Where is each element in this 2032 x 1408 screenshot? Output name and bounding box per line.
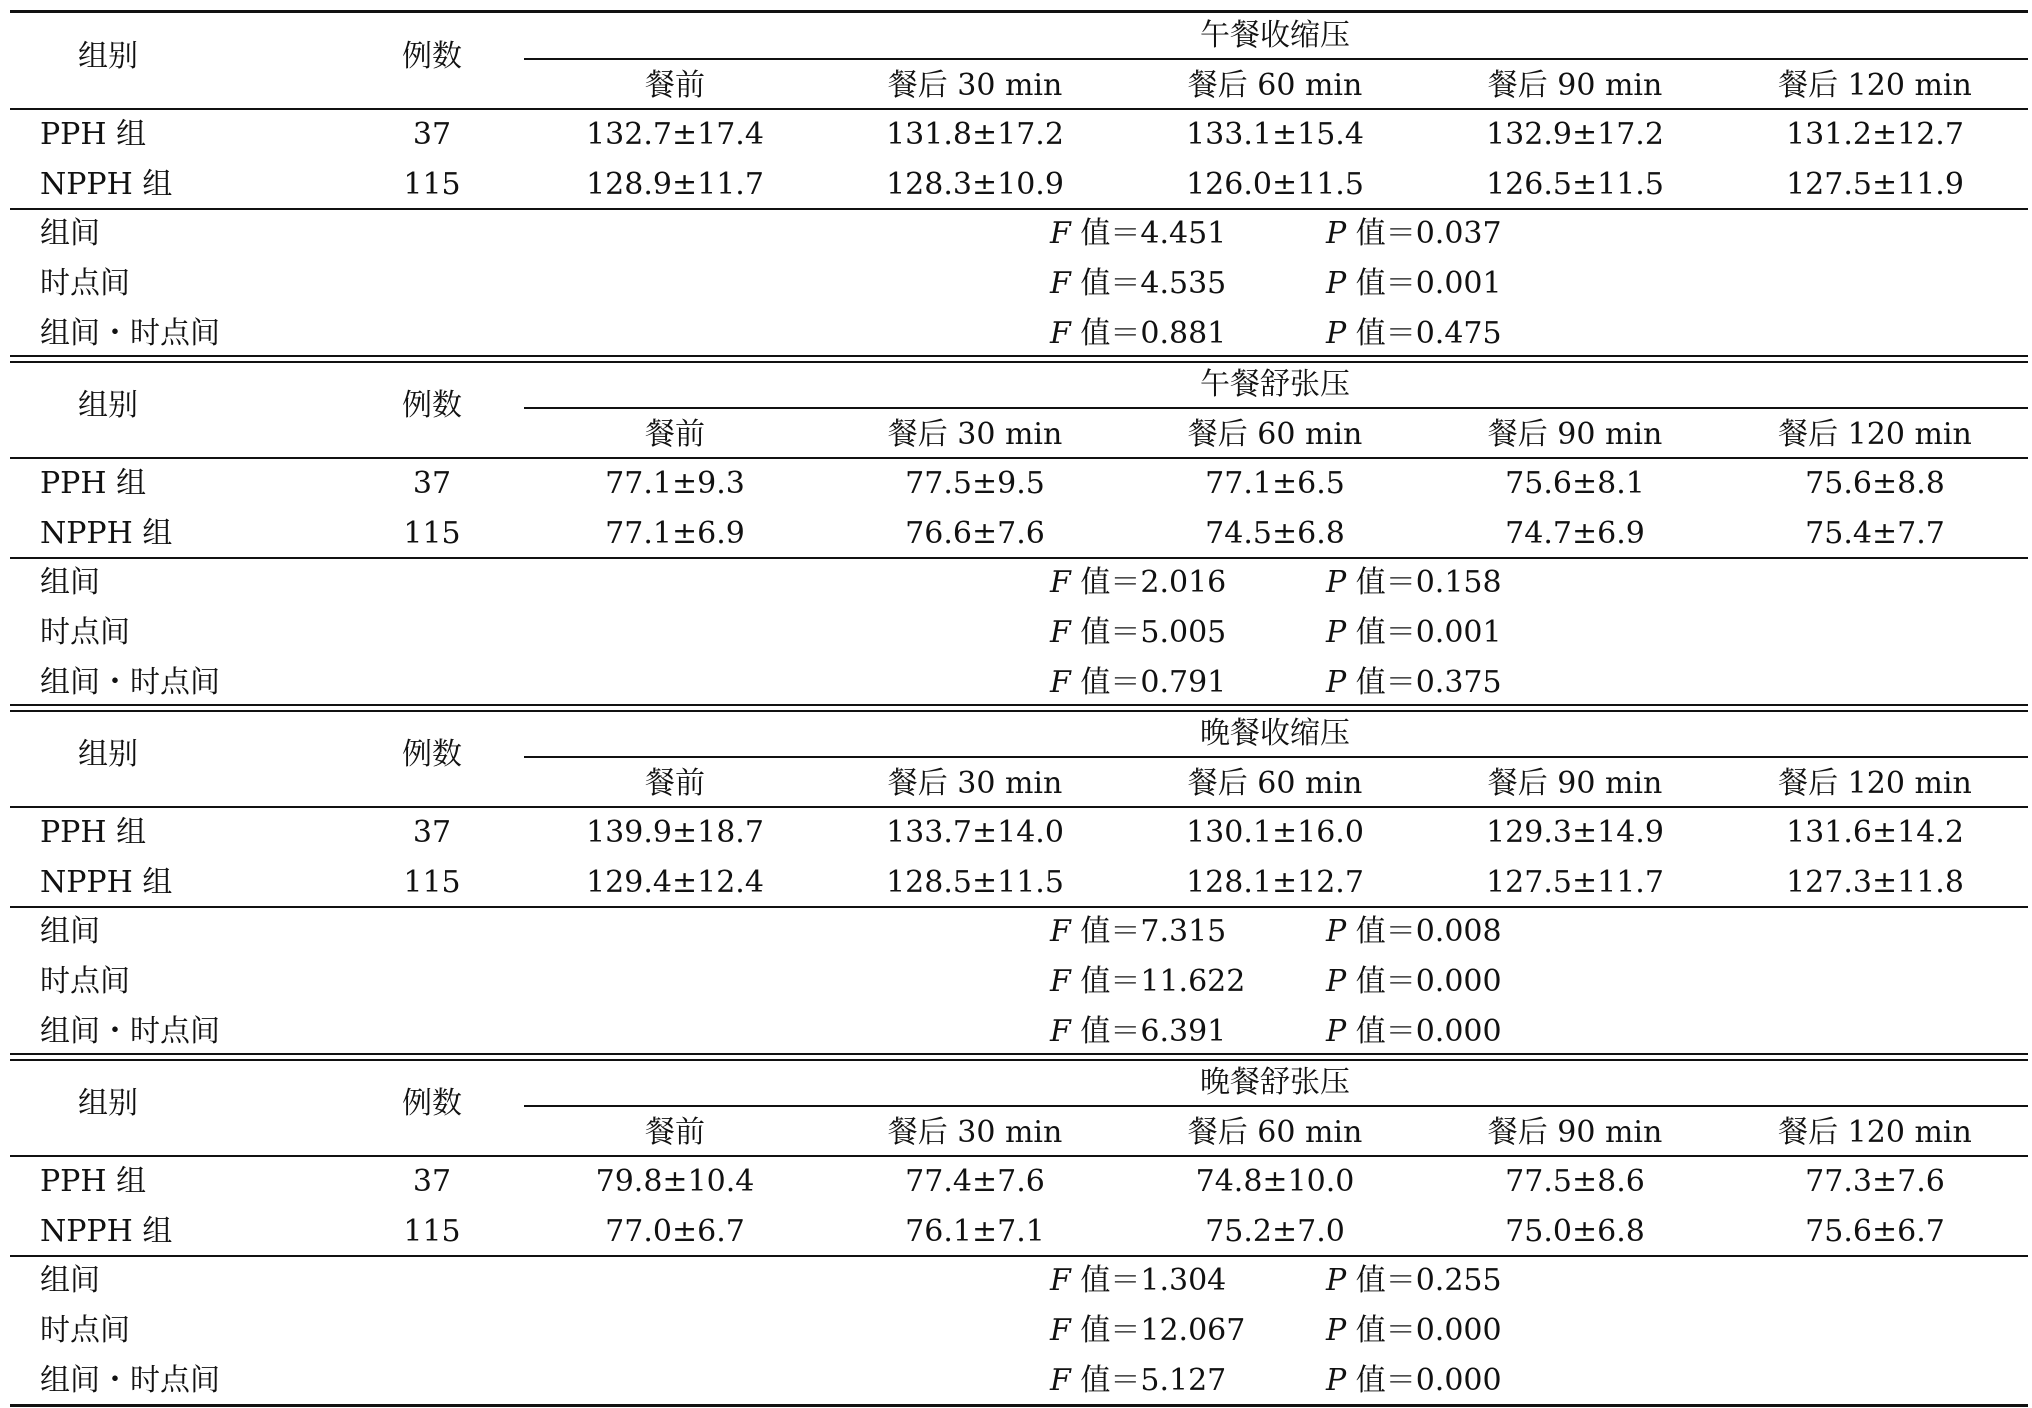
measurement-value: 77.1±6.9 — [605, 516, 745, 551]
data-bottom-rule — [10, 557, 2028, 559]
timepoint-header: 餐前 — [645, 417, 705, 452]
count-value: 37 — [412, 117, 452, 152]
group-name: NPPH 组 — [40, 865, 173, 900]
count-value: 115 — [403, 1214, 461, 1249]
measurement-value: 128.9±11.7 — [586, 167, 764, 202]
measurement-value: 130.1±16.0 — [1186, 815, 1364, 850]
group-header: 组别 — [78, 737, 138, 772]
table-section — [10, 708, 2028, 1057]
measurement-value: 139.9±18.7 — [586, 815, 764, 850]
p-value: P 值＝0.375 — [1326, 665, 1502, 700]
measurement-value: 131.6±14.2 — [1786, 815, 1964, 850]
f-value: F 值＝4.451 — [1050, 216, 1227, 251]
measurement-value: 131.8±17.2 — [886, 117, 1064, 152]
timepoint-header: 餐后 60 min — [1187, 1115, 1363, 1150]
p-value: P 值＝0.008 — [1326, 914, 1502, 949]
section-title: 午餐收缩压 — [1200, 18, 1350, 53]
p-value: P 值＝0.000 — [1326, 1363, 1502, 1398]
count-value: 37 — [412, 466, 452, 501]
section-divider-rule — [10, 361, 2028, 363]
count-value: 37 — [412, 1164, 452, 1199]
measurement-value: 128.5±11.5 — [886, 865, 1064, 900]
header-subrule — [524, 1105, 2028, 1107]
measurement-value: 129.3±14.9 — [1486, 815, 1664, 850]
f-value: F 值＝5.005 — [1050, 615, 1227, 650]
f-value: F 值＝5.127 — [1050, 1363, 1227, 1398]
section-divider-rule — [10, 1059, 2028, 1061]
table-section — [10, 359, 2028, 708]
measurement-value: 75.4±7.7 — [1805, 516, 1945, 551]
stat-label: 组间・时点间 — [40, 316, 220, 351]
stat-label: 时点间 — [40, 266, 130, 301]
f-value: F 值＝0.881 — [1050, 316, 1227, 351]
timepoint-header: 餐后 60 min — [1187, 68, 1363, 103]
stat-label: 时点间 — [40, 1313, 130, 1348]
f-value: F 值＝4.535 — [1050, 266, 1227, 301]
p-value: P 值＝0.158 — [1326, 565, 1502, 600]
measurement-value: 127.3±11.8 — [1786, 865, 1964, 900]
measurement-value: 77.4±7.6 — [905, 1164, 1045, 1199]
measurement-value: 75.6±6.7 — [1805, 1214, 1945, 1249]
measurement-value: 74.7±6.9 — [1505, 516, 1645, 551]
header-subrule — [524, 58, 2028, 60]
count-header: 例数 — [402, 737, 462, 772]
header-subrule — [524, 756, 2028, 758]
section-divider-rule — [10, 1053, 2028, 1055]
measurement-value: 128.3±10.9 — [886, 167, 1064, 202]
stat-label: 组间 — [40, 565, 100, 600]
measurement-value: 127.5±11.9 — [1786, 167, 1964, 202]
p-value: P 值＝0.255 — [1326, 1263, 1502, 1298]
timepoint-header: 餐后 60 min — [1187, 766, 1363, 801]
timepoint-header: 餐后 90 min — [1487, 1115, 1663, 1150]
stat-label: 时点间 — [40, 615, 130, 650]
group-name: PPH 组 — [40, 1164, 147, 1199]
section-title: 晚餐舒张压 — [1200, 1065, 1350, 1100]
measurement-value: 76.1±7.1 — [905, 1214, 1045, 1249]
measurement-value: 77.3±7.6 — [1805, 1164, 1945, 1199]
data-bottom-rule — [10, 906, 2028, 908]
group-name: NPPH 组 — [40, 516, 173, 551]
measurement-value: 128.1±12.7 — [1186, 865, 1364, 900]
section-divider-rule — [10, 355, 2028, 357]
f-value: F 值＝7.315 — [1050, 914, 1227, 949]
p-value: P 值＝0.475 — [1326, 316, 1502, 351]
measurement-value: 77.5±9.5 — [905, 466, 1045, 501]
measurement-value: 77.5±8.6 — [1505, 1164, 1645, 1199]
top-rule — [10, 10, 2028, 13]
group-name: PPH 组 — [40, 117, 147, 152]
measurement-value: 133.1±15.4 — [1186, 117, 1364, 152]
measurement-value: 76.6±7.6 — [905, 516, 1045, 551]
measurement-value: 132.9±17.2 — [1486, 117, 1664, 152]
timepoint-header: 餐后 90 min — [1487, 68, 1663, 103]
measurement-value: 77.1±9.3 — [605, 466, 745, 501]
timepoint-header: 餐后 90 min — [1487, 417, 1663, 452]
timepoint-header: 餐前 — [645, 1115, 705, 1150]
group-header: 组别 — [78, 39, 138, 74]
timepoint-header: 餐前 — [645, 766, 705, 801]
measurement-value: 74.8±10.0 — [1195, 1164, 1355, 1199]
group-name: PPH 组 — [40, 466, 147, 501]
stat-label: 组间 — [40, 216, 100, 251]
measurement-value: 126.5±11.5 — [1486, 167, 1664, 202]
stat-label: 组间 — [40, 1263, 100, 1298]
p-value: P 值＝0.000 — [1326, 1313, 1502, 1348]
p-value: P 值＝0.001 — [1326, 615, 1502, 650]
count-value: 37 — [412, 815, 452, 850]
timepoint-header: 餐后 90 min — [1487, 766, 1663, 801]
f-value: F 值＝11.622 — [1050, 964, 1246, 999]
measurement-value: 75.0±6.8 — [1505, 1214, 1645, 1249]
count-header: 例数 — [402, 388, 462, 423]
count-header: 例数 — [402, 39, 462, 74]
p-value: P 值＝0.001 — [1326, 266, 1502, 301]
stat-label: 组间・时点间 — [40, 665, 220, 700]
timepoint-header: 餐后 120 min — [1778, 68, 1972, 103]
section-divider-rule — [10, 710, 2028, 712]
measurement-value: 75.6±8.8 — [1805, 466, 1945, 501]
group-header: 组别 — [78, 388, 138, 423]
measurement-value: 126.0±11.5 — [1186, 167, 1364, 202]
f-value: F 值＝2.016 — [1050, 565, 1227, 600]
section-title: 午餐舒张压 — [1200, 367, 1350, 402]
measurement-value: 132.7±17.4 — [586, 117, 764, 152]
p-value: P 值＝0.037 — [1326, 216, 1502, 251]
count-value: 115 — [403, 167, 461, 202]
count-value: 115 — [403, 516, 461, 551]
measurement-value: 79.8±10.4 — [595, 1164, 755, 1199]
timepoint-header: 餐后 120 min — [1778, 766, 1972, 801]
measurement-value: 127.5±11.7 — [1486, 865, 1664, 900]
count-header: 例数 — [402, 1086, 462, 1121]
table-section — [10, 10, 2028, 359]
timepoint-header: 餐前 — [645, 68, 705, 103]
timepoint-header: 餐后 120 min — [1778, 417, 1972, 452]
count-value: 115 — [403, 865, 461, 900]
bottom-rule — [10, 1404, 2028, 1407]
timepoint-header: 餐后 120 min — [1778, 1115, 1972, 1150]
group-name: NPPH 组 — [40, 1214, 173, 1249]
section-title: 晚餐收缩压 — [1200, 716, 1350, 751]
measurement-value: 131.2±12.7 — [1786, 117, 1964, 152]
measurement-value: 129.4±12.4 — [586, 865, 764, 900]
timepoint-header: 餐后 30 min — [887, 68, 1063, 103]
measurement-value: 74.5±6.8 — [1205, 516, 1345, 551]
p-value: P 值＝0.000 — [1326, 964, 1502, 999]
data-bottom-rule — [10, 1255, 2028, 1257]
data-bottom-rule — [10, 208, 2028, 210]
timepoint-header: 餐后 60 min — [1187, 417, 1363, 452]
timepoint-header: 餐后 30 min — [887, 766, 1063, 801]
stat-label: 组间・时点间 — [40, 1363, 220, 1398]
measurement-value: 133.7±14.0 — [886, 815, 1064, 850]
timepoint-header: 餐后 30 min — [887, 417, 1063, 452]
stat-label: 组间・时点间 — [40, 1014, 220, 1049]
f-value: F 值＝0.791 — [1050, 665, 1227, 700]
timepoint-header: 餐后 30 min — [887, 1115, 1063, 1150]
measurement-value: 77.0±6.7 — [605, 1214, 745, 1249]
table-section — [10, 1057, 2028, 1406]
stat-label: 组间 — [40, 914, 100, 949]
header-subrule — [524, 407, 2028, 409]
group-header: 组别 — [78, 1086, 138, 1121]
p-value: P 值＝0.000 — [1326, 1014, 1502, 1049]
measurement-value: 75.6±8.1 — [1505, 466, 1645, 501]
measurement-value: 77.1±6.5 — [1205, 466, 1345, 501]
group-name: PPH 组 — [40, 815, 147, 850]
group-name: NPPH 组 — [40, 167, 173, 202]
f-value: F 值＝12.067 — [1050, 1313, 1246, 1348]
stat-label: 时点间 — [40, 964, 130, 999]
section-divider-rule — [10, 704, 2028, 706]
f-value: F 值＝1.304 — [1050, 1263, 1227, 1298]
f-value: F 值＝6.391 — [1050, 1014, 1227, 1049]
measurement-value: 75.2±7.0 — [1205, 1214, 1345, 1249]
